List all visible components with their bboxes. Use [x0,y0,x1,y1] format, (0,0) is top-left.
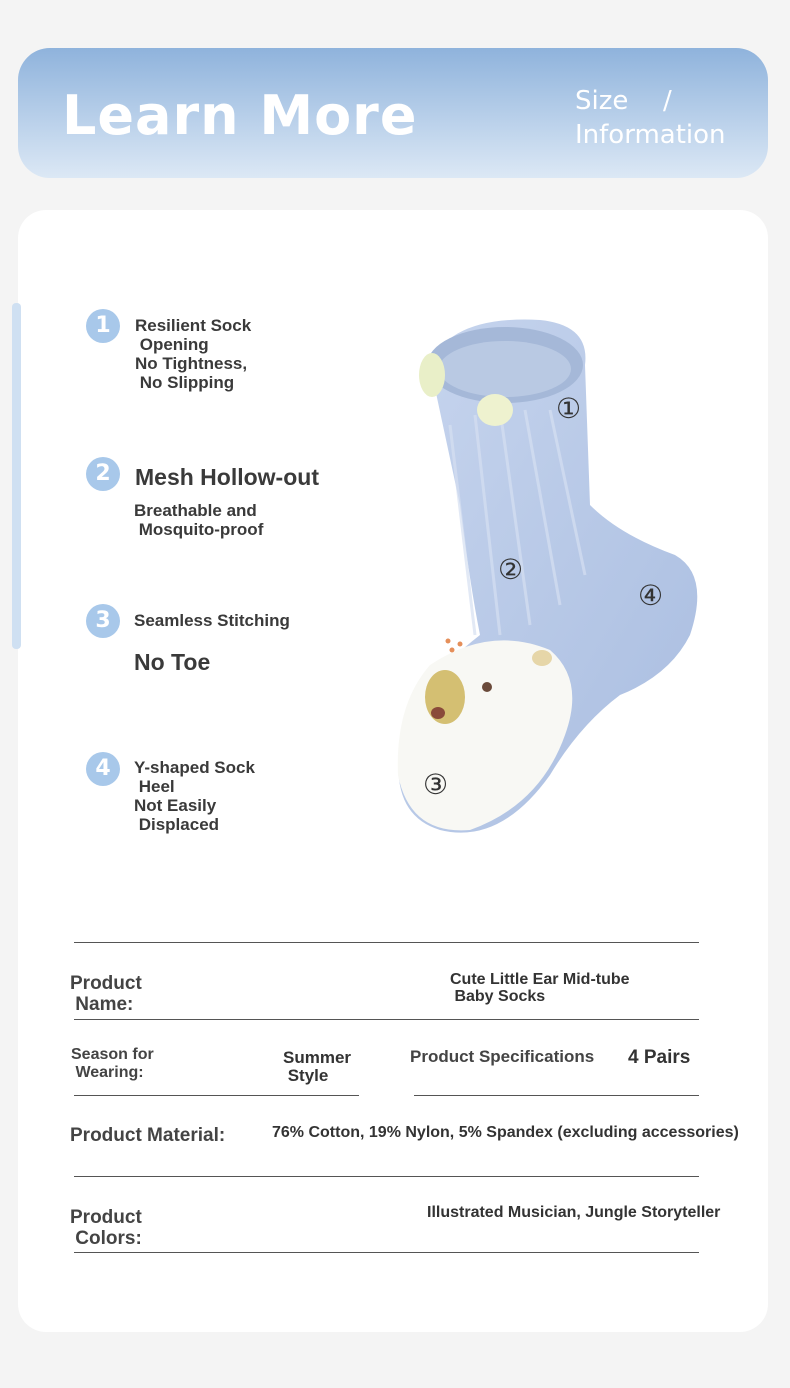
product-name-value: Cute Little Ear Mid-tube Baby Socks [450,971,630,1005]
feature-3-heading: No Toe [134,649,211,675]
sock-marker-4: ④ [638,579,664,612]
banner-subtitle-size: Size [575,86,629,116]
banner-subtitle [575,84,745,152]
feature-1-number-badge: 1 [86,309,120,343]
spec-label: Product Specifications [410,1047,595,1066]
feature-2-heading: Mesh Hollow-out [135,464,319,490]
feature-3-text: Seamless Stitching [134,611,290,630]
spec-value: 4 Pairs [628,1047,691,1068]
divider [74,1176,699,1177]
sock-toe-face [398,640,573,830]
banner-title: Learn More [62,84,418,147]
feature-4-number-badge: 4 [86,752,120,786]
season-value: Summer Style [283,1048,352,1085]
sock-ear-right [477,394,513,426]
feature-1-text: Resilient Sock Opening No Tightness, No Slipping [135,316,252,392]
product-name-label: Product Name: [70,973,142,1015]
banner-subtitle-slash: / [663,86,672,116]
divider [74,1252,699,1253]
material-label: Product Material: [70,1125,226,1146]
material-value: 76% Cotton, 19% Nylon, 5% Spandex (excluding accessories) [272,1124,739,1141]
side-accent-bar [12,303,21,649]
divider [414,1095,699,1096]
sock-marker-1: ① [556,392,582,425]
banner-subtitle-information: Information [575,120,726,150]
feature-3-number-badge: 3 [86,604,120,638]
feature-2-number-badge: 2 [86,457,120,491]
feature-4-text: Y-shaped Sock Heel Not Easily Displaced [134,758,255,834]
colors-value: Illustrated Musician, Jungle Storyteller [427,1204,721,1221]
sock-marker-2: ② [498,553,524,586]
season-label: Season for Wearing: [71,1046,154,1081]
feature-2-text: Breathable and Mosquito-proof [134,501,264,539]
divider [74,1019,699,1020]
colors-label: Product Colors: [70,1207,142,1249]
sock-illustration [390,305,720,845]
sock-ear-left [419,353,445,397]
divider [74,1095,359,1096]
sock-marker-3: ③ [423,768,449,801]
divider [74,942,699,943]
